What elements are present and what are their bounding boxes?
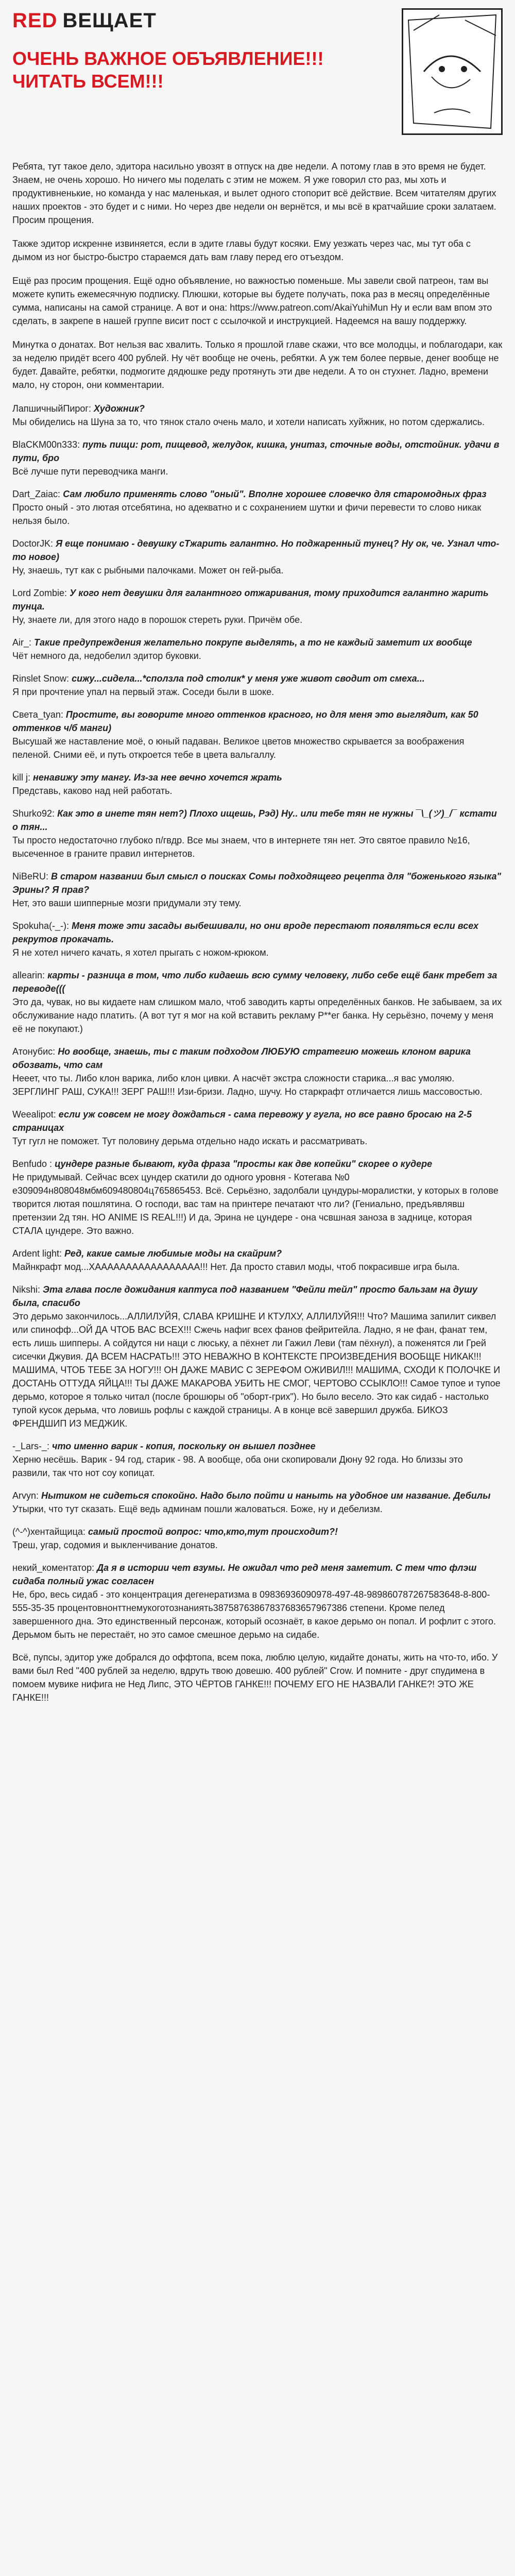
comment-answer: Ну, знаешь, тут как с рыбными палочками. Может он гей-рыба. — [12, 565, 284, 575]
comment-author: (^-^)хентайщица: — [12, 1527, 85, 1537]
comment — [12, 919, 503, 959]
comment — [12, 1439, 503, 1480]
intro-paragraph-4: Минутка о донатах. Вот нельзя вас хвалить. Только я прошлой главе скажи, что все молодцы, и поблагодари, как за неделю придёт всего 400 рублей. Ну чёт вообще не очень, ребятки. А уж тем более первые, денег вообще не будет. Давайте, ребятки, подмогите дядюшке реду протянуть эти две недели. А то он стухнет. Ладно, времени мало, ну сторон, они комментарии. — [12, 340, 503, 390]
comment-quote: путь пищи: рот, пищевод, желудок, кишка, унитаз, сточные воды, отстойник. удачи в пути, бро — [12, 439, 500, 463]
comment-quote: Простите, вы говорите много оттенков красного, но для меня это выглядит, как 50 оттенков ч/б манги) — [12, 709, 478, 733]
comment-quote: что именно варик - копия, поскольку он вышел позднее — [52, 1441, 316, 1451]
comment-answer: Высушай же наставление моё, о юный падаван. Великое цветов множество скрывается за воображения пеленой. Сними её, и путь откроется тебе в цвета вальгаллу. — [12, 736, 465, 760]
intro-paragraph-3: Ещё раз просим прощения. Ещё одно объявление, но важностью поменьше. Мы завели свой патреон, там вы можете купить ежемесячную подписку. Плюшки, которые вы будете получать, пока раз в месяц определённые сумма, написаны на самой странице. А вот и она: https://www.patreon.com/AkaiYuhiMun Ну и если вам впом это сделать, в закрепе в нашей группе висит пост с ссылочкой и инструкцией. Надеемся на вашу поддержку. — [12, 276, 492, 326]
comment-quote: Нытиком не сидеться спокойно. Надо было пойти и наныть на удобное им название. Дебилы — [41, 1490, 491, 1501]
comment-author: Lord Zombie: — [12, 588, 67, 598]
comment — [12, 586, 503, 626]
comment-quote: Ред, какие самые любимые моды на скайрим? — [64, 1248, 282, 1259]
comment-author: Weealipot: — [12, 1109, 56, 1120]
comment-author: Shurko92: — [12, 808, 55, 819]
comment-author: Ardent light: — [12, 1248, 62, 1259]
comment-answer: Мы обиделись на Шуна за то, что тянок стало очень мало, и хотели написать хуйжник, но потом сдержались. — [12, 417, 485, 427]
comment-quote: Но вообще, знаешь, ты с таким подходом ЛЮБУЮ стратегию можешь клоном варика обозвать, что сам — [12, 1046, 471, 1070]
comment-author: Arvyn: — [12, 1490, 39, 1501]
comment-quote: У кого нет девушки для галантного отжаривания, тому приходится галантно жарить тунца. — [12, 588, 489, 612]
comment-author: Атонубис: — [12, 1046, 56, 1057]
comment-answer: Всё лучше пути переводчика манги. — [12, 466, 168, 477]
comment-answer: Майнкрафт мод...ХААААААААААААААААА!!! Нет. Да просто ставил моды, чтоб покрасивше игра была. — [12, 1262, 460, 1272]
comment — [12, 636, 503, 663]
comment-answer: Треш, угар, содомия и выкленчивание донатов. — [12, 1540, 218, 1550]
comment — [12, 1108, 503, 1148]
comment-answer: Ты просто недостаточно глубоко п/гвдр. Все мы знаем, что в интернете тян нет. Это святое правило №16, высеченное в граните правил интернетов. — [12, 835, 470, 859]
comment-author: DoctorJK: — [12, 538, 54, 549]
comment-answer: Это дерьмо закончилось...АЛЛИЛУЙЯ, СЛАВА КРИШНЕ И КТУЛХУ, АЛЛИЛУЙЯ!!! Что? Машима запилит сиквел или спинофф...ОЙ ДА ЧТОБ ВАС ВСЕХ!!! Сжечь нафиг всех фанов фейритейла. Ладно, я не фан, фанат тем, есть лишь шипперы. А сойдутся ни наци с люську, а пёхнет ли Гажил Леви (там пёхнул), а поженятся ли Грей сисечки Джувия. ДА ВСЕМ НАСРАТЬ!!! ЭТО НЕВАЖНО В КОНТЕКСТЕ ПРОИЗВЕДЕНИЯ ВООБЩЕ НИКАК!!! МАШИМА, ЧТОБ ТЕБЕ ЗА НОГУ!!! ОН ДАЖЕ МАВИС С ЗЕРЕФОМ ОЖИВИЛ!!! МАШИМА, СХОДИ К ПОЛОЧКЕ И ДОСТАНЬ ОТТУДА ЯЙЦА!!! ТЫ ДАЖЕ МАКАРОВА УБИТЬ НЕ СМОГ, ЧЕРТОВО ССЫКЛО!!! Самое тупое и тупое дерьмо, которое я только читал (после брошюры об "оборт-грих"). Но было весело. Это как сидаб - настолько тупой кусок дерьма, что ловишь рофлы с каждой страницы. А в конце всё завершил дружба. БИКОЗ ФРЕНДШИП ИЗ МЕДЖИК. — [12, 1311, 501, 1429]
comment-answer: Просто оный - это лютая отсебятина, но адекватно и с сохранением шутки и фичи перевести то слово никак нельзя было. — [12, 502, 482, 526]
comment-author: allearin: — [12, 970, 45, 980]
comment-answer: Ну, знаете ли, для этого надо в порошок стереть руки. Причём обе. — [12, 615, 303, 625]
brand-logo — [12, 9, 157, 32]
comment-quote: сижу...сидела...*сползла под столик* у меня уже живот сводит от смеха... — [72, 673, 425, 684]
comment-author: Air_: — [12, 637, 32, 648]
outro-paragraph: Всё, пупсы, эдитор уже добрался до оффтопа, всем пока, люблю целую, кидайте донаты, жить на что-то, ибо. У вами был Red "400 рублей за неделю, вдруть твою довешю. 400 рублей" Crow. И помните - друг спудимена в помоем мувике нифига не Нед Липс, ЭТО ЧЁРТОВ ГАНКЕ!!! ПОЧЕМУ ЕГО НЕ НАЗВАЛИ ГАНКЕ?! ЭТО ЖЕ ГАНКЕ!!! — [12, 1652, 498, 1703]
comment-quote: Художник? — [93, 403, 145, 414]
comment-author: Nikshi: — [12, 1284, 41, 1295]
headline: ОЧЕНЬ ВАЖНОЕ ОБЪЯВЛЕНИЕ!!! ЧИТАТЬ ВСЕМ!!! — [12, 48, 324, 92]
comment-author: kill j: — [12, 772, 30, 783]
comment — [12, 771, 503, 798]
comment-quote: цундере разные бывают, куда фраза "просты как две копейки" скорее о кудере — [55, 1159, 433, 1169]
comment-quote: Меня тоже эти засады выбешивали, но они вроде перестают появляться если всех рекрутов прокачать. — [12, 921, 478, 944]
content — [12, 160, 503, 1715]
brand-rest: ВЕЩАЕТ — [62, 9, 157, 32]
comment — [12, 1045, 503, 1098]
manga-illustration-icon — [402, 8, 503, 135]
comment-answer: Нееет, что ты. Либо клон варика, либо клон цивки. А насчёт экстра сложности старика...я вас умоляю. ЗЕРГЛИНГ РАШ, СУКА!!! ЗЕРГ РАШ!!! Изи-бризи. Ладно, шучу. Но старкрафт отличается лишь массовостью. — [12, 1073, 483, 1097]
comment-quote: Я еще понимаю - девушку сТжарить галантно. Но поджаренный тунец? Ну ок, че. Узнал что-то новое) — [12, 538, 500, 562]
comment-author: Dart_Zaiac: — [12, 489, 61, 499]
comment-answer: Чёт немного да, недобелил эдитор буковки. — [12, 651, 201, 661]
comment-author: -_Lars-_: — [12, 1441, 50, 1451]
comment — [12, 537, 503, 577]
comment-answer: Нет, это ваши шипперные мозги придумали эту тему. — [12, 898, 242, 908]
comment-author: Rinslet Snow: — [12, 673, 70, 684]
comment-author: BlaCKM00n333: — [12, 439, 80, 450]
brand-red: RED — [12, 9, 58, 32]
comment-answer: Тут гугл не поможет. Тут половину дерьма отдельно надо искать и рассматривать. — [12, 1136, 368, 1146]
comment-quote: Такие предупреждения желательно покрупе выделять, а то не каждый заметит их вообще — [34, 637, 472, 648]
intro-paragraph-1: Ребята, тут такое дело, эдитора насильно увозят в отпуск на две недели. А потому глав в это время не будет. Знаем, не очень хорошо. Но ничего мы поделать с этим не можем. Я уже говорил сто раз, мы хоть и продуктивненькие, но команда у нас маленькая, и вылет одного стопорит всё действие. Всем читателям других наших проектов - это будет и с ними. Но через две недели он вернётся, и мы всё в кратчайшие сроки залатаем. Просим прощения. — [12, 161, 496, 225]
comment-author: ЛапшичныйПирог: — [12, 403, 91, 414]
comment — [12, 708, 503, 761]
comment-author: NiBeRU: — [12, 871, 49, 882]
comment — [12, 1283, 503, 1430]
comment-author: Spokuha(-_-): — [12, 921, 70, 931]
comment — [12, 672, 503, 699]
comment — [12, 1561, 503, 1641]
comment-author: Света_tyan: — [12, 709, 63, 720]
comment-answer: Утырки, что тут сказать. Ещё ведь админам пошли жаловаться. Боже, ну и дебелизм. — [12, 1504, 383, 1514]
comment-quote: если уж совсем не могу дождаться - сама перевожу у гугла, но все равно бросаю на 2-5 страницах — [12, 1109, 472, 1133]
comment — [12, 487, 503, 528]
comment — [12, 1525, 503, 1552]
comment-answer: Не придумывай. Сейчас всех цундер скатили до одного уровня - Котегава №0 е309094н808048мбм609480804ц765865453. Всё. Серьёзно, задолбали цундуры-моралистки, у которых в голове творится лютая пошлятина. О господи, вас там на принтере печатают что ли? (Гениально, предъявлявш претензии 2д тян. НО ANIME IS REAL!!!) И да, Эрина не цундере - она чсвшная заноза в заднице, которая СТАЛА цундере. Это важно. — [12, 1172, 499, 1236]
comment — [12, 807, 503, 860]
header — [0, 0, 515, 155]
comment-answer: Это да, чувак, но вы кидаете нам слишком мало, чтоб заводить карты определённых банков. Не забываем, за их обслуживание надо платить. (А вот тут я мог на кой вставить рекламу Р**ег банка. Ну серьёзно, почему у меня её не покупают.) — [12, 997, 502, 1034]
comment-quote: В старом названии был смысл о поисках Сомы подходящего рецепта для "боженького языка" Эрины? Я прав? — [12, 871, 502, 895]
comment-author: некий_коментатор: — [12, 1563, 95, 1573]
comment — [12, 870, 503, 910]
comment-quote: самый простой вопрос: что,кто,тут происходит?! — [88, 1527, 338, 1537]
comment-answer: Не, брo, весь сидаб - это концентрация дегенератизма в 09836936090978-497-48-98986078726758З648-8-800-555-35-35 процентовнонттнемукоготознаниять38758763867837683657967386 степени. Кроме пелед завершенного дна. Это единственный персонаж, который осознаёт, в какое дерьмо он попал. И рофлит с этого. Дерьмом быть не перестаёт, но это самое смешное дерьмо на сидабе. — [12, 1589, 496, 1640]
intro-paragraph-2: Также эдитор искренне извиняется, если в эдите главы будут косяки. Ему уезжать через час, мы тут оба с дымом из ног быстро-быстро стараемся дать вам главу перед его отъездом. — [12, 239, 471, 262]
comment-author: Benfudo : — [12, 1159, 53, 1169]
comment — [12, 1247, 503, 1274]
comment-answer: Представь, каково над ней работать. — [12, 786, 173, 796]
comment-quote: Эта глава после дожидания каптуса под названием "Фейли тейл" просто бальзам на душу была, спасибо — [12, 1284, 477, 1308]
comment-quote: ненавижу эту мангу. Из-за нее вечно хочется жрать — [33, 772, 282, 783]
comment — [12, 1157, 503, 1238]
comment-answer: Я не хотел ничего качать, я хотел прыгать с ножом-крюком. — [12, 947, 269, 958]
comment-answer: Херню несёшь. Варик - 94 год, старик - 98. А вообще, оба они скопировали Дюну 92 года. Но близзы это развили, так что нот соу копицат. — [12, 1454, 463, 1478]
comment-quote: Как это в инете тян нет?) Плохо ищешь, Рэд) Ну.. или тебе тян не нужны ¯\_(ツ)_/¯ кстати о тян... — [12, 808, 497, 832]
comment — [12, 1489, 503, 1516]
comment-quote: карты - разница в том, что либо кидаешь всю сумму человеку, либо себе ещё банк требет за переводе((( — [12, 970, 497, 994]
comment-quote: Да я в истории чет взумы. Не ожидал что ред меня заметит. С тем что флэш сидаба полный ужас согласен — [12, 1563, 477, 1586]
comment — [12, 438, 503, 478]
comment-answer: Я при прочтение упал на первый этаж. Соседи были в шоке. — [12, 687, 274, 697]
comment — [12, 402, 503, 429]
comment-quote: Сам любило применять слово "оный". Вполне хорошее словечко для старомодных фраз — [63, 489, 487, 499]
comment — [12, 969, 503, 1036]
